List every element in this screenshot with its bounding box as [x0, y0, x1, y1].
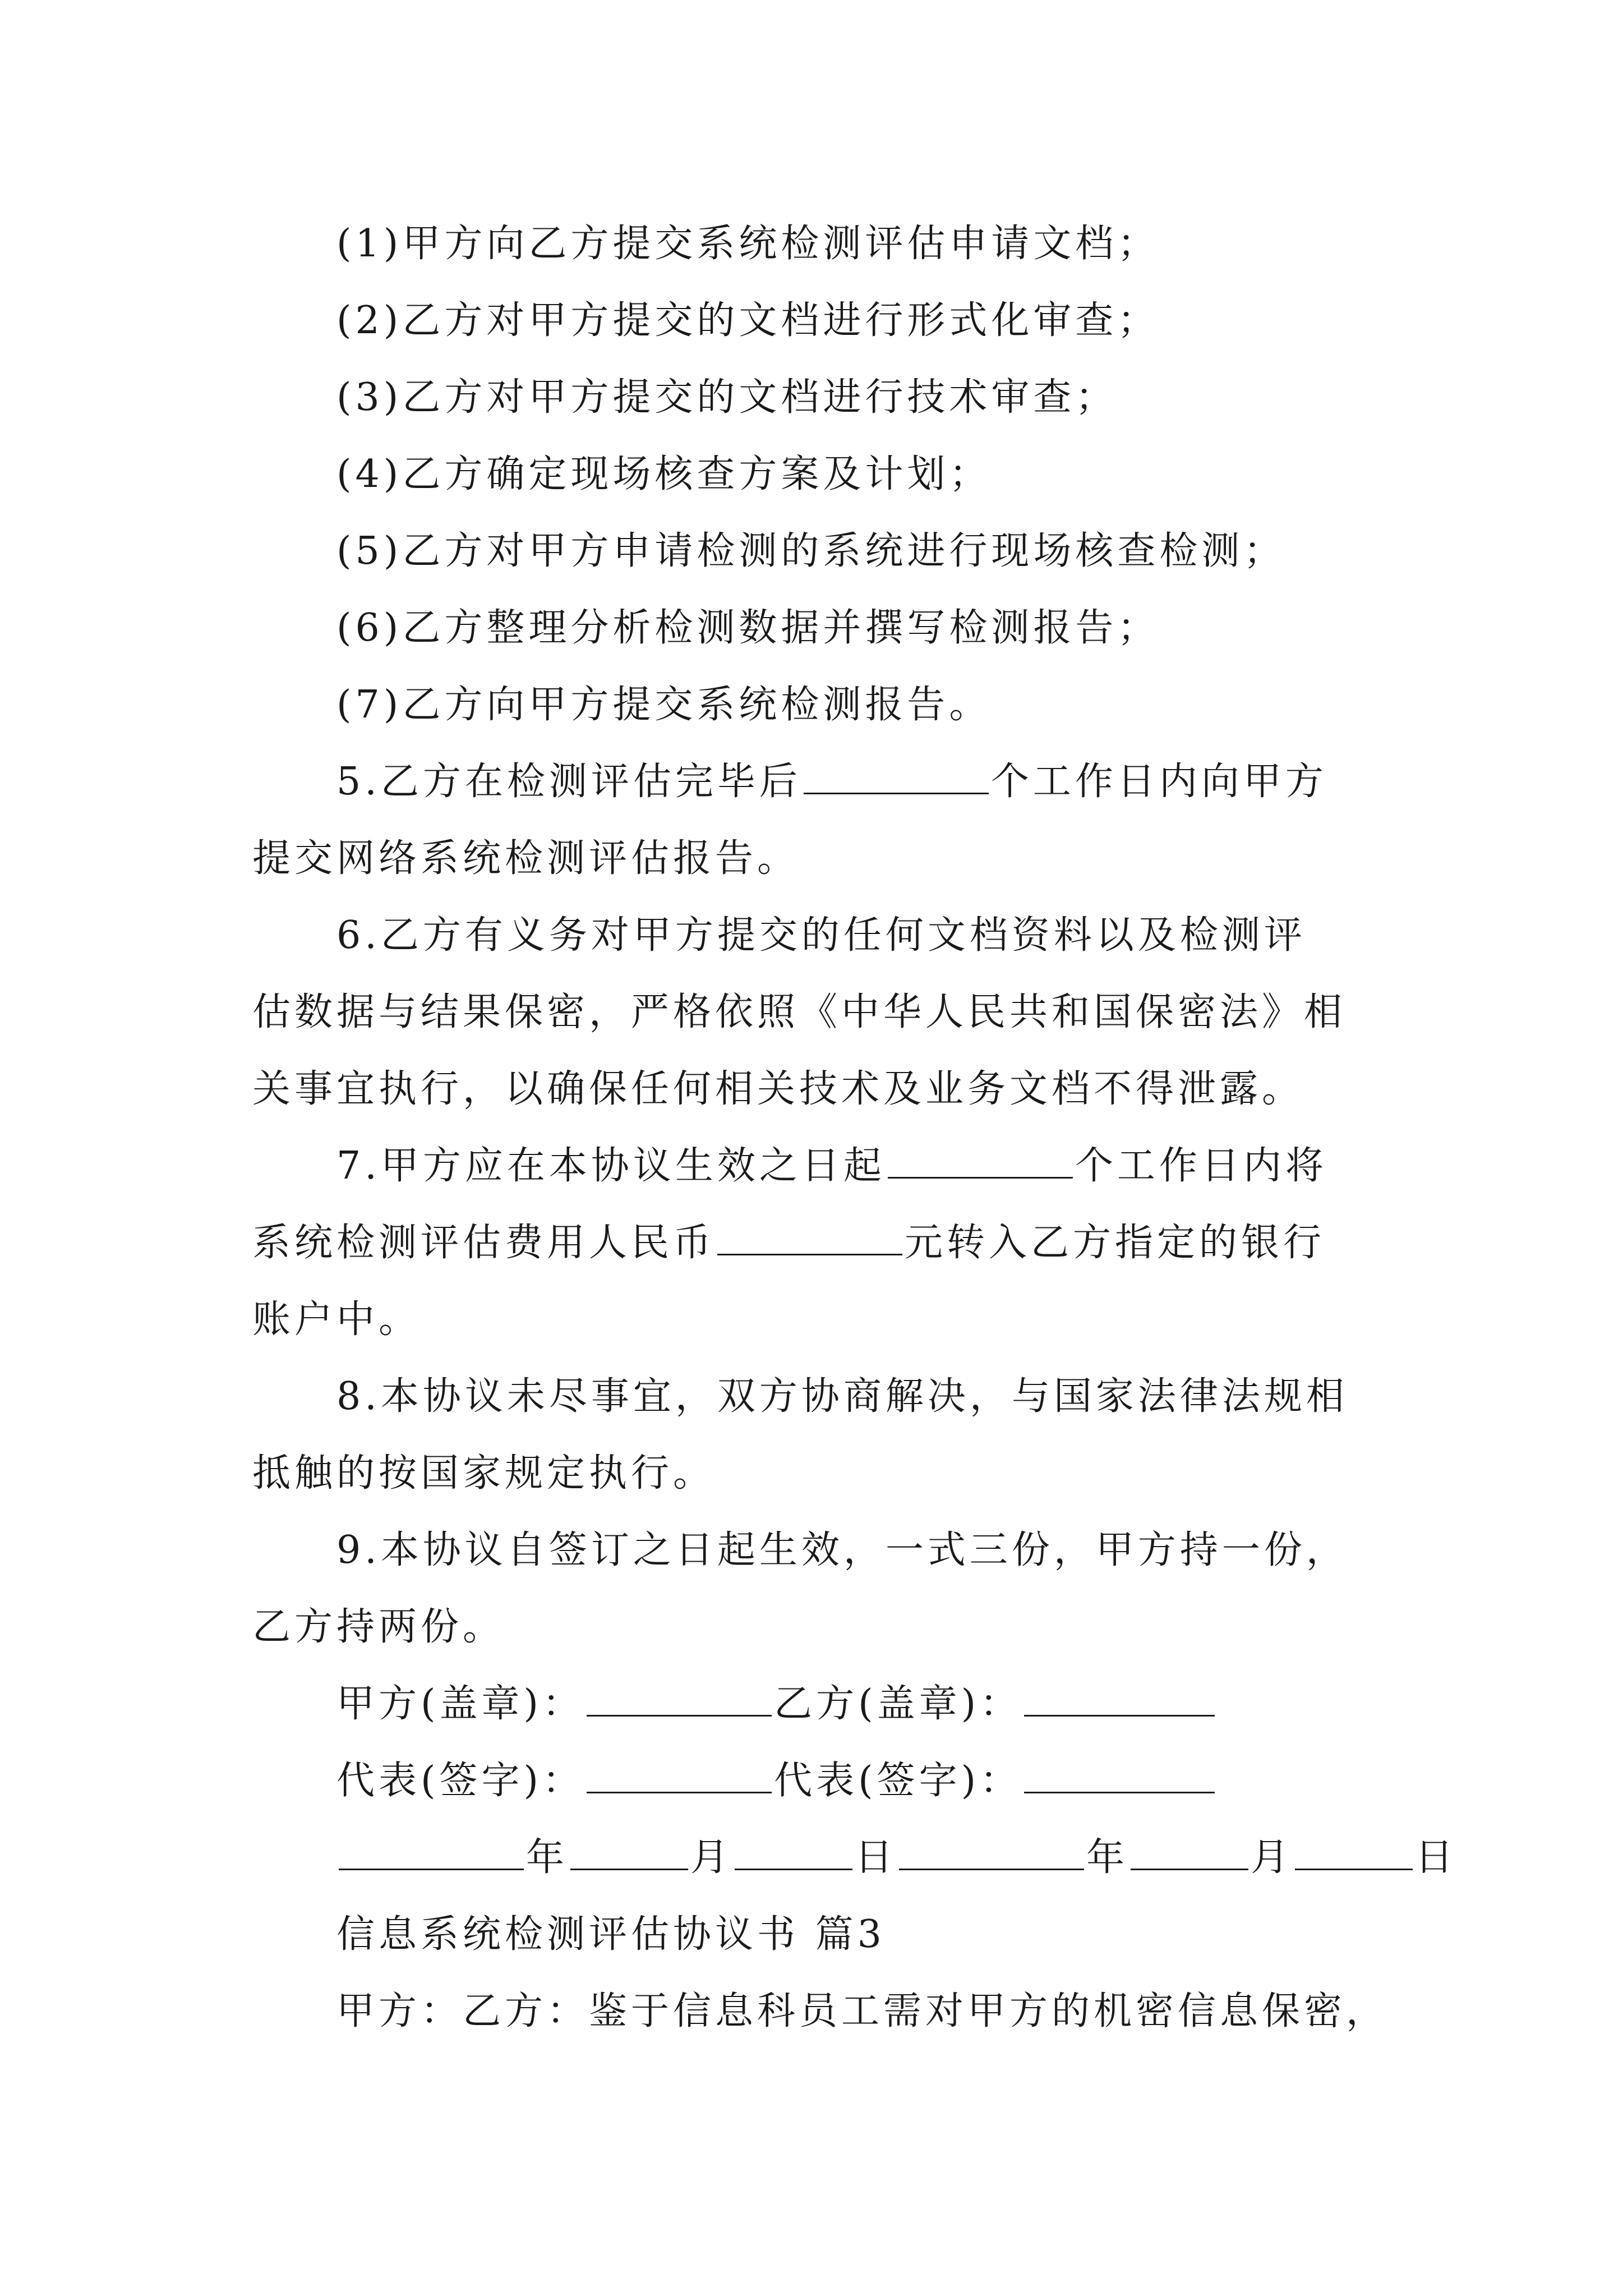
- clause-7-line-2: [252, 1215, 1325, 1271]
- section-intro: 甲方：乙方：鉴于信息科员工需对甲方的机密信息保密，: [336, 1989, 1389, 2033]
- clause-7-text-c: 系统检测评估费用人民币: [252, 1221, 716, 1265]
- clause-7-text-d: 元转入乙方指定的银行: [905, 1221, 1326, 1265]
- clause-8-line-2: 抵触的按国家规定执行。: [252, 1451, 716, 1496]
- step-5: (5)乙方对甲方申请检测的系统进行现场核查检测；: [336, 529, 1286, 573]
- date-a-month-label: 月: [690, 1835, 733, 1880]
- clause-6-line-3: 关事宜执行，以确保任何相关技术及业务文档不得泄露。: [252, 1067, 1304, 1111]
- fill-blank-days-report[interactable]: [804, 758, 989, 794]
- signature-rep-row: [336, 1753, 1217, 1809]
- step-7: (7)乙方向甲方提交系统检测报告。: [336, 683, 992, 727]
- party-a-seal-label: 甲方(盖章)：: [336, 1682, 585, 1726]
- signature-date-row: [336, 1830, 1457, 1886]
- party-b-seal-blank[interactable]: [1024, 1680, 1215, 1717]
- clause-6-line-2: 估数据与结果保密，严格依照《中华人民共和国保密法》相: [252, 990, 1347, 1034]
- date-b-day-blank[interactable]: [1295, 1834, 1413, 1870]
- signature-seal-row: [336, 1676, 1217, 1732]
- clause-5-line-1: [336, 754, 1327, 810]
- step-1: (1)甲方向乙方提交系统检测评估申请文档；: [336, 222, 1160, 266]
- date-b-day-label: 日: [1415, 1835, 1458, 1880]
- clause-8-line-1: 8.本协议未尽事宜，双方协商解决，与国家法律法规相: [336, 1374, 1348, 1419]
- date-b-year-label: 年: [1086, 1835, 1129, 1880]
- clause-9-line-1: 9.本协议自签订之日起生效，一式三份，甲方持一份，: [336, 1528, 1348, 1572]
- clause-5-text-a: 5.乙方在检测评估完毕后: [336, 760, 801, 804]
- rep-a-blank[interactable]: [587, 1757, 772, 1793]
- date-b-year-blank[interactable]: [899, 1834, 1084, 1870]
- clause-6-line-1: 6.乙方有义务对甲方提交的任何文档资料以及检测评: [336, 913, 1306, 958]
- clause-7-line-1: [336, 1138, 1327, 1194]
- clause-5-line-2: 提交网络系统检测评估报告。: [252, 836, 800, 881]
- clause-5-text-b: 个工作日内向甲方: [990, 760, 1327, 804]
- party-b-seal-label: 乙方(盖章)：: [774, 1682, 1022, 1726]
- party-a-seal-blank[interactable]: [587, 1680, 772, 1717]
- rep-a-label: 代表(签字)：: [336, 1759, 585, 1803]
- date-b-month-label: 月: [1251, 1835, 1293, 1880]
- date-a-day-blank[interactable]: [735, 1834, 852, 1870]
- step-2: (2)乙方对甲方提交的文档进行形式化审查；: [336, 298, 1160, 343]
- clause-7-text-b: 个工作日内将: [1075, 1144, 1327, 1188]
- clause-9-line-2: 乙方持两份。: [252, 1605, 505, 1649]
- fill-blank-days-payment[interactable]: [888, 1142, 1073, 1179]
- rep-b-blank[interactable]: [1024, 1757, 1215, 1793]
- section-title: 信息系统检测评估协议书 篇3: [336, 1912, 886, 1957]
- date-a-year-label: 年: [526, 1835, 569, 1880]
- date-a-day-label: 日: [855, 1835, 897, 1880]
- clause-7-line-3: 账户中。: [252, 1297, 421, 1342]
- step-4: (4)乙方确定现场核查方案及计划；: [336, 452, 992, 496]
- rep-b-label: 代表(签字)：: [774, 1759, 1022, 1803]
- fill-blank-amount[interactable]: [717, 1219, 902, 1255]
- date-a-month-blank[interactable]: [570, 1834, 688, 1870]
- clause-7-text-a: 7.甲方应在本协议生效之日起: [336, 1144, 886, 1188]
- step-3: (3)乙方对甲方提交的文档进行技术审查；: [336, 375, 1118, 420]
- date-b-month-blank[interactable]: [1131, 1834, 1248, 1870]
- step-6: (6)乙方整理分析检测数据并撰写检测报告；: [336, 606, 1160, 650]
- date-a-year-blank[interactable]: [339, 1834, 524, 1870]
